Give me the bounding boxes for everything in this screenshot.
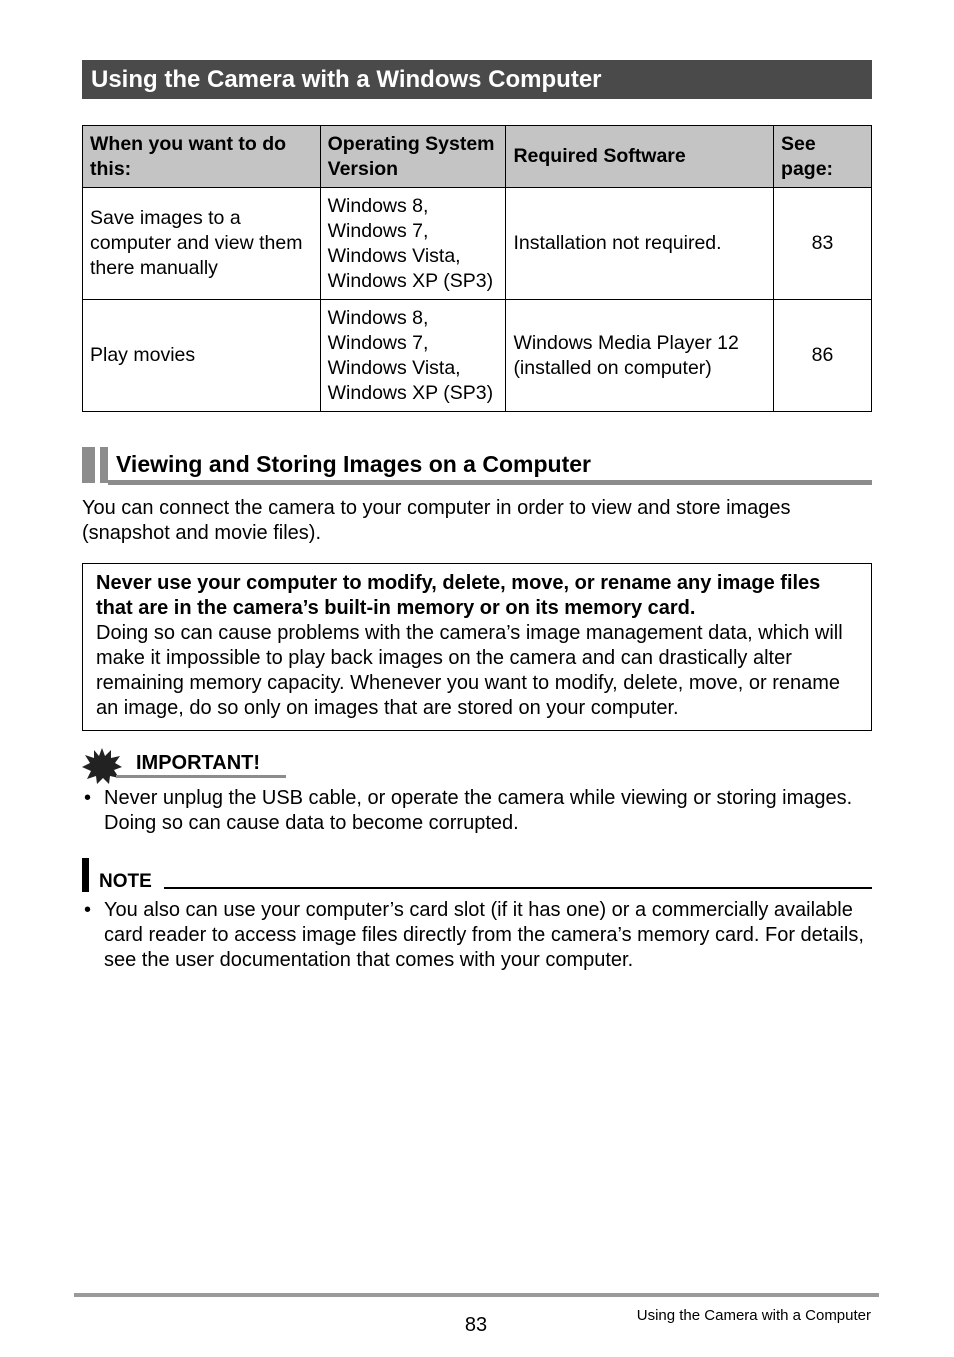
os-line: Windows XP (SP3) xyxy=(327,269,494,292)
os-line: Windows 8, xyxy=(327,306,429,329)
cell-page: 83 xyxy=(774,188,872,300)
os-line: Windows XP (SP3) xyxy=(327,381,494,404)
note-marker xyxy=(82,858,89,892)
warning-bold-text: Never use your computer to modify, delete, move, or rename any image files that are in the camera’s built-in memory or on its memory card. xyxy=(96,572,821,619)
bullet: • xyxy=(84,787,92,809)
note-label: NOTE xyxy=(99,871,152,892)
cell-task: Play movies xyxy=(83,300,321,412)
heading-underline xyxy=(108,480,872,485)
software-requirements-table xyxy=(82,125,872,412)
header-task: When you want to do this: xyxy=(83,126,321,188)
bullet: • xyxy=(84,899,92,921)
header-software: Required Software xyxy=(506,126,774,188)
header-page: See page: xyxy=(774,126,872,188)
heading-marker xyxy=(82,447,95,483)
os-line: Windows 7, xyxy=(327,331,429,354)
page-number: 83 xyxy=(464,1314,488,1336)
warning-body-text: Doing so can cause problems with the camera’s image management data, which will make it impossible to play back images on the camera and can drastically alter remaining memory capacity. Whenever you want to modify, delete, move, or rename an image, do so only on images that are stored on your computer. xyxy=(96,622,843,719)
note-underline xyxy=(164,887,872,889)
section-title: Viewing and Storing Images on a Computer xyxy=(116,451,591,477)
cell-software: Windows Media Player 12 (installed on computer) xyxy=(506,300,774,412)
list-item xyxy=(82,898,872,973)
os-line: Windows 7, xyxy=(327,219,429,242)
table-row xyxy=(83,188,872,300)
os-line: Windows Vista, xyxy=(327,244,461,267)
table-row xyxy=(83,300,872,412)
cell-task: Save images to a computer and view them there manually xyxy=(83,188,321,300)
heading-marker xyxy=(100,447,108,483)
note-item-text: You also can use your computer’s card slot (if it has one) or a commercially available card reader to access image files directly from the camera’s memory card. For details, see the user documentation that comes with your computer. xyxy=(104,899,864,971)
os-line: Windows 8, xyxy=(327,194,429,217)
warning-box xyxy=(82,563,872,731)
table-header-row xyxy=(83,126,872,188)
important-label: IMPORTANT! xyxy=(136,752,261,774)
burst-icon xyxy=(82,748,122,784)
cell-os xyxy=(320,188,506,300)
section-intro: You can connect the camera to your computer in order to view and store images (snapshot and movie files). xyxy=(82,497,791,544)
cell-page: 86 xyxy=(774,300,872,412)
header-os: Operating System Version xyxy=(320,126,506,188)
section-heading xyxy=(82,444,872,486)
note-heading xyxy=(82,858,872,892)
list-item xyxy=(82,786,872,836)
footer-chapter: Using the Camera with a Computer xyxy=(636,1307,871,1324)
important-item-text: Never unplug the USB cable, or operate the camera while viewing or storing images. Doing so can cause data to become corrupted. xyxy=(104,787,853,834)
cell-software: Installation not required. xyxy=(506,188,774,300)
important-heading xyxy=(82,748,287,782)
cell-os xyxy=(320,300,506,412)
important-underline xyxy=(116,775,286,778)
os-line: Windows Vista, xyxy=(327,356,461,379)
footer-divider xyxy=(74,1293,879,1297)
page-title: Using the Camera with a Windows Computer xyxy=(82,60,872,99)
